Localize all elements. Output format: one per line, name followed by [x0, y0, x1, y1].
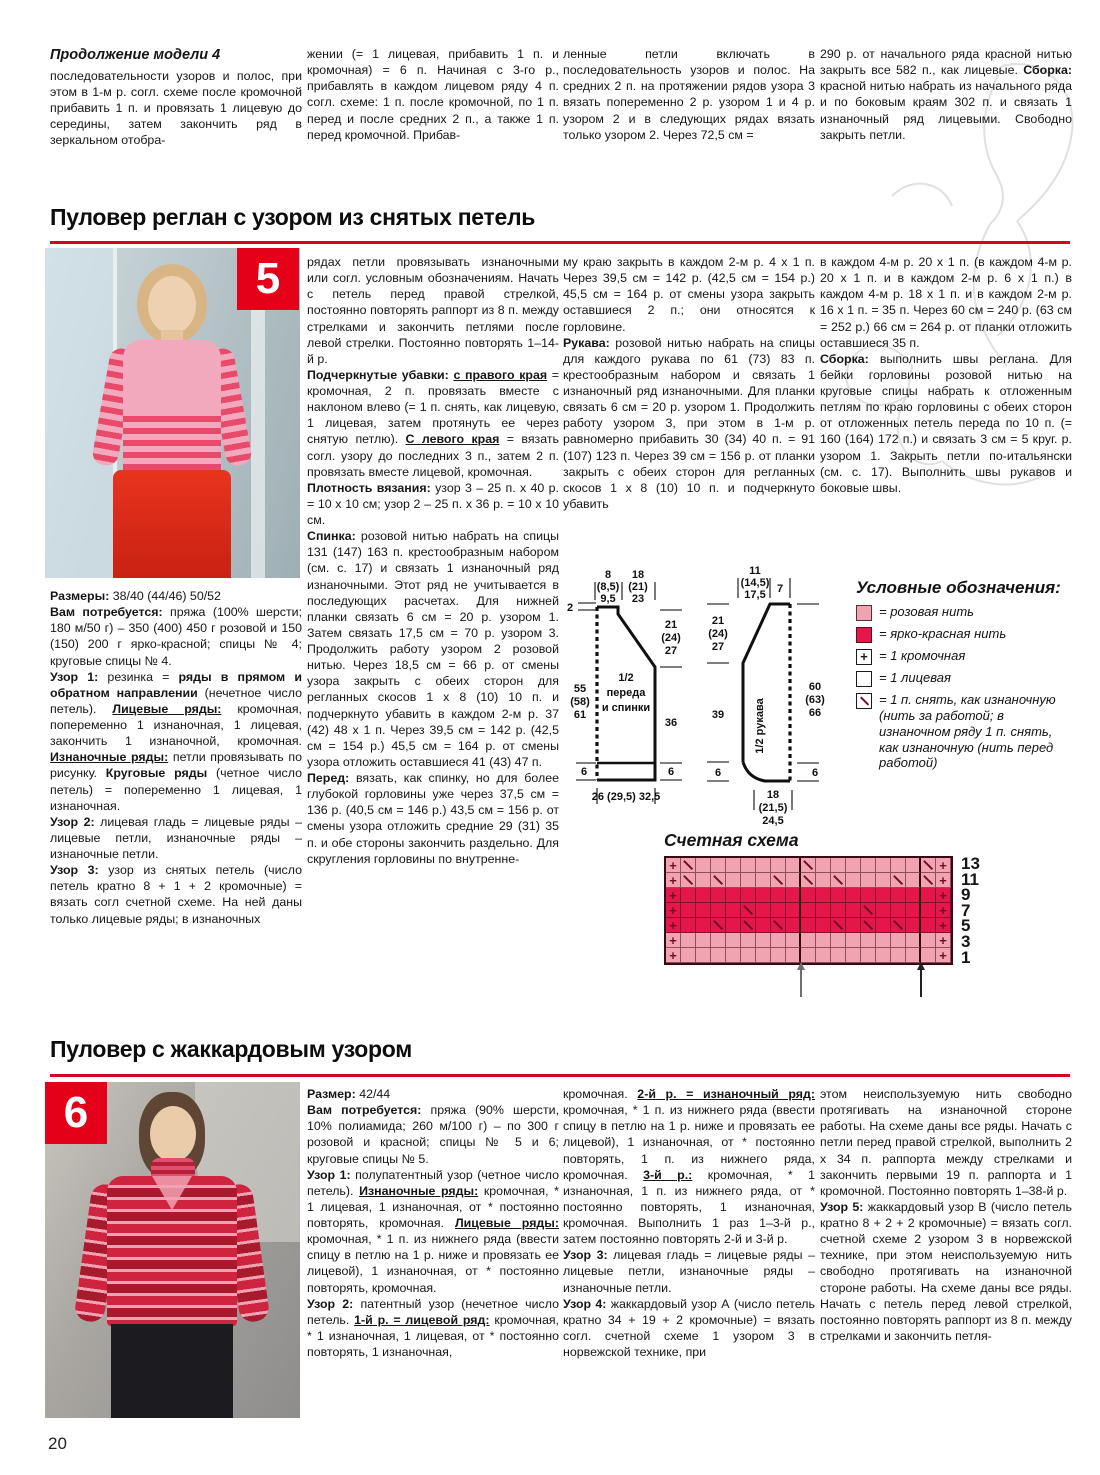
chart-cell	[846, 903, 861, 918]
rapport-arrow-icon	[920, 969, 922, 997]
chart-cell	[696, 948, 711, 963]
chart-cell: +	[666, 888, 681, 903]
top-column-4	[820, 46, 1072, 143]
chart-cell	[771, 903, 786, 918]
svg-text:24,5: 24,5	[762, 815, 784, 827]
paragraph: Плотность вязания: узор 3 – 25 п. х 40 р. = 10 х 10 см; узор 2 – 25 п. х 36 р. = 10 х 10 см.	[307, 480, 559, 527]
top-column-2	[307, 46, 559, 143]
chart-cell	[741, 903, 756, 918]
chart-cell	[726, 888, 741, 903]
legend-item	[856, 604, 1074, 621]
chart-cell	[876, 918, 891, 933]
rapport-arrow-icon	[800, 969, 802, 997]
section5-column-3	[563, 254, 815, 512]
chart-cell	[696, 918, 711, 933]
model5-badge: 5	[237, 248, 299, 310]
section6-column-1	[307, 1086, 559, 1360]
chart-cell	[816, 933, 831, 948]
paragraph: рядах петли провязывать изнаночными или согл. условным обозначениям. Начать с петель перед правой стрелкой, постоянно повторять раппорт из 8 п. между стрелками и закончить петлями после левой стрелки. Постоянно повторять 1–14-й р.	[307, 255, 559, 366]
chart-cell	[861, 873, 876, 888]
section5-column-4	[820, 254, 1072, 496]
svg-text:61: 61	[573, 709, 587, 721]
chart-cell	[861, 903, 876, 918]
chart-cell	[726, 948, 741, 963]
chart-cell	[816, 873, 831, 888]
svg-text:8: 8	[604, 569, 612, 581]
svg-text:17,5: 17,5	[744, 589, 766, 601]
legend-item-label: = 1 лицевая	[879, 670, 951, 685]
chart-cell	[846, 858, 861, 873]
paragraph: Сборка: выполнить швы реглана. Для бейки горловины розовой нитью на круговые спицы набрать к отложенным петлям по краю горловины с обеих сторон от отложенных петель переда по 10 п. (= 160 (164) 172 п.) и связать 3 см = 5 круг. р. узором 1. Закрыть петли по-итальянски (см. с. 17). Выполнить швы рукавов и боковые швы.	[820, 351, 1072, 495]
chart-cell	[891, 948, 906, 963]
chart-cell	[831, 858, 846, 873]
chart-cell: +	[666, 858, 681, 873]
chart-cell	[696, 903, 711, 918]
legend-item-label: = розовая нить	[879, 604, 974, 619]
chart-cell: +	[936, 933, 951, 948]
chart-cell	[921, 903, 936, 918]
chart-cell	[906, 888, 921, 903]
model6-badge: 6	[45, 1082, 107, 1144]
chart-cell	[726, 918, 741, 933]
legend-item	[856, 670, 1074, 687]
svg-text:(63): (63)	[805, 694, 825, 706]
chart-cell	[831, 948, 846, 963]
chart-cell	[831, 873, 846, 888]
svg-text:(14,5): (14,5)	[740, 577, 770, 589]
paragraph: кромочная. 2-й р. = изнаночный ряд: кромочная, * 1 п. из нижнего ряда (ввести спицу в петлю на 1 р. ниже и провязать ее лицевой), 1 изнаночная, от * постоянно повторять, 1 п. из нижнего ряда, кромочная. 3-й р.: кромочная, * 1 изнаночная, 1 п. из нижнего ряда, от * постоянно повторять, 1 изнаночная, кромочная. Выполнить 1 раз 1–3-й р., затем постоянно повторять 2-й и 3-й р.	[563, 1087, 815, 1247]
chart-cell	[861, 918, 876, 933]
chart-cell	[726, 933, 741, 948]
chart-cell	[846, 948, 861, 963]
svg-text:6: 6	[580, 766, 588, 778]
svg-text:18: 18	[631, 569, 645, 581]
photo5-face	[148, 276, 196, 334]
plus-stitch-icon: +	[856, 649, 872, 665]
chart-cell	[846, 888, 861, 903]
svg-text:(24): (24)	[708, 628, 728, 640]
chart-cell	[861, 858, 876, 873]
chart-cell	[741, 873, 756, 888]
chart-cell	[801, 948, 816, 963]
svg-text:6: 6	[714, 767, 722, 779]
section5-column-1	[50, 588, 302, 927]
section6-column-2	[563, 1086, 815, 1360]
svg-text:9,5: 9,5	[600, 593, 616, 605]
svg-text:26 (29,5) 32,5: 26 (29,5) 32,5	[591, 791, 661, 803]
chart-cell	[786, 858, 801, 873]
chart-cell	[771, 858, 786, 873]
chart-cell: +	[666, 903, 681, 918]
chart-cell: +	[666, 918, 681, 933]
symbol-legend	[856, 578, 1074, 776]
svg-text:21: 21	[664, 619, 678, 631]
chart-cell	[771, 918, 786, 933]
legend-item	[856, 626, 1074, 643]
chart-cell	[906, 948, 921, 963]
section5-column-2	[307, 254, 559, 867]
svg-text:и спинки: и спинки	[601, 702, 651, 714]
svg-text:21: 21	[711, 615, 725, 627]
chart-cell	[891, 858, 906, 873]
chart-cell	[831, 888, 846, 903]
chart-cell	[756, 903, 771, 918]
svg-text:66: 66	[808, 707, 822, 719]
chart-cell	[861, 888, 876, 903]
svg-text:60: 60	[808, 681, 822, 693]
chart-cell	[756, 933, 771, 948]
legend-item-label: = 1 кромочная	[879, 648, 966, 663]
chart-cell	[741, 933, 756, 948]
svg-text:(21,5): (21,5)	[758, 802, 788, 814]
counting-chart	[664, 854, 980, 967]
paragraph: этом неиспользуемую нить свободно протягивать на изнаночной стороне работы. На схеме даны все ряды. Начать с петли перед правой стрелкой, выполнить 2 х 34 п. раппорта между стрелками и закончить первыми 19 п. раппорта и 1 кромочной. Постоянно повторять 1–38-й р.	[820, 1087, 1072, 1198]
svg-text:(24): (24)	[661, 632, 681, 644]
chart-cell	[741, 858, 756, 873]
photo5-skirt	[113, 470, 231, 578]
chart-row-labels	[961, 856, 980, 965]
chart-cell	[741, 918, 756, 933]
chart-cell	[906, 903, 921, 918]
paragraph: Перед: вязать, как спинку, но для более глубокой горловины уже через 37,5 см = 136 р. (40,5 см = 146 р.) 43,5 см = 156 р. от смены узора отложить средние 29 (31) 35 п. и обе стороны закончить раздельно. Для скругления горловины по внутренне-	[307, 771, 559, 866]
chart-row-label: 1	[961, 947, 971, 967]
paragraph: Размеры: 38/40 (44/46) 50/52	[50, 589, 221, 603]
svg-text:(58): (58)	[570, 696, 590, 708]
svg-text:27: 27	[711, 641, 725, 653]
chart-row-label: 9	[961, 885, 971, 905]
chart-cell	[711, 888, 726, 903]
chart-cell	[876, 888, 891, 903]
paragraph: Узор 1: полупатентный узор (четное число петель). Изнаночные ряды: кромочная, * 1 лицевая, 1 изнаночная, от * постоянно повторять, кромочная. Лицевые ряды: кромочная, * 1 п. из нижнего ряда (ввести спицу в петлю на 1 р. ниже и провязать ее лицевой), 1 изнаночная, от * постоянно повторять, кромочная.	[307, 1167, 559, 1295]
svg-text:18: 18	[766, 789, 780, 801]
paragraph: Вам потребуется: пряжа (90% шерсти, 10% полиамида; 260 м/100 г) – по 300 г розовой и красной; спицы № 5 и 6; круговые спицы № 5.	[307, 1103, 560, 1166]
paragraph: последовательности узоров и полос, при этом в 1-м р. согл. схеме после кромочной прибавить 1 п. и провязать 1 лицевую до середины, затем закончить ряд в зеркальном отобра-	[50, 68, 302, 148]
svg-text:2: 2	[566, 602, 574, 614]
legend-item-label: = 1 п. снять, как изнаночную (нить за работой; в изнаночном ряду 1 п. снять, как изнаночную (нить перед работой)	[879, 692, 1056, 771]
chart-cell	[711, 873, 726, 888]
slip-stitch-icon	[856, 693, 872, 709]
chart-cell	[711, 918, 726, 933]
legend-item-label: = ярко-красная нить	[879, 626, 1007, 641]
chart-cell	[786, 873, 801, 888]
chart-cell	[801, 873, 816, 888]
photo6-skirt	[111, 1324, 233, 1418]
chart-cell	[771, 933, 786, 948]
chart-cell	[801, 888, 816, 903]
chart-cell	[726, 873, 741, 888]
chart-cell	[696, 888, 711, 903]
section6-header: Пуловер с жаккардовым узором	[50, 1036, 412, 1062]
chart-cell	[681, 858, 696, 873]
paragraph: Узор 1: резинка = ряды в прямом и обратном направлении (нечетное число петель). Лицевые ряды: кромочная, попеременно 1 изнаночная, 1 лицевая, закончить 1 изнаночной, кромочная. Изнаночные ряды: петли провязывать по рисунку. Круговые ряды (четное число петель) = попеременно 1 лицевая, 1 изнаночная.	[50, 669, 302, 813]
chart-grid	[664, 856, 953, 965]
chart-cell	[726, 858, 741, 873]
pattern-schematic	[552, 566, 862, 836]
red-divider-2	[50, 1074, 1070, 1077]
chart-cell	[876, 858, 891, 873]
paragraph: Узор 4: жаккардовый узор А (число петель кратно 34 + 19 + 2 кромочные) = вязать согл. счетной схеме 1 узором 3 в норвежской технике, при	[563, 1296, 815, 1359]
chart-cell	[891, 933, 906, 948]
chart-cell	[876, 933, 891, 948]
chart-cell	[876, 948, 891, 963]
svg-text:6: 6	[667, 766, 675, 778]
chart-cell	[876, 903, 891, 918]
chart-cell	[921, 933, 936, 948]
chart-cell	[921, 918, 936, 933]
chart-cell	[801, 918, 816, 933]
continuation-title: Продолжение модели 4	[50, 47, 221, 63]
section6-column-3	[820, 1086, 1072, 1344]
paragraph: ленные петли включать в последовательность узоров и полос. На средних 2 п. на протяжении рядов узора 3 вязать попеременно 2 р. узором 1 и 4 р. узором 2 и в следующих рядах вязать только узором 2. Через 72,5 см =	[563, 47, 815, 142]
paragraph: му краю закрыть в каждом 2-м р. 4 х 1 п. Через 39,5 см = 142 р. (42,5 см = 154 р.) 45,5 см = 164 р. от смены узора закрыть оставшиеся 2 п.; они относятся к горловине.	[563, 255, 815, 334]
chart-cell	[801, 858, 816, 873]
svg-text:39: 39	[711, 709, 725, 721]
chart-cell	[786, 948, 801, 963]
chart-cell: +	[666, 873, 681, 888]
chart-cell: +	[936, 888, 951, 903]
chart-cell	[756, 888, 771, 903]
chart-cell: +	[936, 948, 951, 963]
chart-cell: +	[936, 903, 951, 918]
chart-cell	[696, 873, 711, 888]
paragraph: Вам потребуется: пряжа (100% шерсти; 180 м/50 г) – 350 (400) 450 г розовой и 150 (150) 200 г ярко-красной; спицы № 4; круговые спицы № 4.	[50, 605, 303, 668]
chart-cell	[741, 888, 756, 903]
chart-title: Счетная схема	[664, 830, 799, 850]
paragraph: Узор 2: патентный узор (нечетное число петель. 1-й р. = лицевой ряд: кромочная, * 1 изнаночная, 1 лицевая, от * постоянно повторять, 1 изнаночная,	[307, 1296, 560, 1359]
chart-cell	[861, 948, 876, 963]
chart-row-label: 7	[961, 900, 971, 920]
svg-text:23: 23	[631, 593, 645, 605]
chart-cell	[711, 858, 726, 873]
pink-yarn-swatch	[856, 605, 872, 621]
chart-cell	[876, 873, 891, 888]
legend-item	[856, 692, 1074, 771]
chart-cell	[906, 858, 921, 873]
paragraph: Рукава: розовой нитью набрать на спицы для каждого рукава по 61 (73) 83 п. крестообразным набором и связать 1 изнаночный ряд изнаночными. Для планки связать 6 см = 20 р. узором 1. Продолжить работу узором 3, при этом в 1-м р. равномерно прибавить 30 (34) 40 п. = 91 (107) 123 п. Через 39 см = 156 р. от планки закрыть с обеих сторон для регланных скосов 1 х 8 (10) 10 п. и подчеркнуто убавить	[563, 335, 815, 511]
chart-cell	[771, 948, 786, 963]
chart-cell	[816, 903, 831, 918]
paragraph: Узор 3: лицевая гладь = лицевые ряды – лицевые петли, изнаночные ряды – изнаночные петли.	[563, 1248, 815, 1295]
chart-cell	[786, 933, 801, 948]
chart-cell	[771, 873, 786, 888]
chart-cell	[921, 948, 936, 963]
chart-cell	[681, 918, 696, 933]
chart-cell	[891, 873, 906, 888]
page-number: 20	[48, 1434, 67, 1453]
top-column-3	[563, 46, 815, 143]
paragraph: Подчеркнутые убавки: с правого края = кромочная, 2 п. провязать вместе с наклоном влево (= 1 п. снять, как лицевую, 1 лицевая, затем протянуть ее через снятую петлю). С левого края = вязать согл. узору до последних 3 п., затем 2 п. провязать вместе лицевой, кромочная.	[307, 367, 559, 479]
svg-text:1/2 рукава: 1/2 рукава	[754, 698, 766, 754]
svg-text:11: 11	[749, 566, 761, 577]
chart-cell	[831, 903, 846, 918]
knit-stitch-icon	[856, 671, 872, 687]
chart-cell	[891, 888, 906, 903]
paragraph: Узор 5: жаккардовый узор В (число петель кратно 8 + 2 + 2 кромочные) = вязать согл. счетной схеме 2 узором 3 в норвежской технике, при этом неиспользуемую нить свободно протягивать на изнаночной стороне работы. На схеме даны все ряды. Начать с петель перед левой стрелкой, постоянно повторять раппорт из 8 п. между стрелками и закончить петля-	[820, 1199, 1072, 1343]
chart-cell	[756, 873, 771, 888]
chart-cell	[846, 933, 861, 948]
svg-text:(8,5): (8,5)	[596, 581, 620, 593]
chart-cell	[921, 873, 936, 888]
chart-cell	[831, 933, 846, 948]
chart-cell	[756, 858, 771, 873]
chart-cell	[756, 918, 771, 933]
chart-row-label: 5	[961, 916, 971, 936]
chart-row-label: 11	[961, 869, 979, 889]
chart-cell	[741, 948, 756, 963]
svg-text:(21): (21)	[628, 581, 648, 593]
chart-cell	[681, 888, 696, 903]
chart-cell	[726, 903, 741, 918]
chart-cell	[756, 948, 771, 963]
chart-cell: +	[936, 858, 951, 873]
chart-cell	[816, 918, 831, 933]
chart-cell	[786, 918, 801, 933]
chart-cell	[891, 903, 906, 918]
chart-cell: +	[666, 933, 681, 948]
chart-cell	[861, 933, 876, 948]
red-yarn-swatch	[856, 627, 872, 643]
chart-cell	[906, 873, 921, 888]
chart-cell: +	[936, 873, 951, 888]
chart-cell	[801, 933, 816, 948]
svg-text:1/2: 1/2	[618, 672, 634, 684]
chart-cell	[681, 933, 696, 948]
chart-cell	[816, 888, 831, 903]
photo6-v-yoke	[152, 1176, 192, 1210]
svg-text:6: 6	[811, 767, 819, 779]
legend-item	[856, 648, 1074, 665]
chart-cell	[906, 933, 921, 948]
legend-title: Условные обозначения:	[856, 578, 1061, 597]
chart-cell	[711, 948, 726, 963]
chart-cell: +	[936, 918, 951, 933]
chart-cell	[696, 858, 711, 873]
chart-cell	[846, 918, 861, 933]
chart-cell	[921, 888, 936, 903]
chart-row-label: 13	[961, 854, 980, 873]
chart-cell	[711, 903, 726, 918]
photo5-sweater-stripes	[123, 416, 221, 472]
paragraph: Узор 2: лицевая гладь = лицевые ряды – лицевые петли, изнаночные ряды – изнаночные петли.	[50, 814, 302, 861]
svg-text:переда: переда	[606, 687, 646, 699]
chart-cell	[816, 858, 831, 873]
chart-cell: +	[666, 948, 681, 963]
chart-cell	[711, 933, 726, 948]
chart-cell	[846, 873, 861, 888]
chart-cell	[786, 888, 801, 903]
paragraph: в каждом 4-м р. 20 х 1 п. (в каждом 4-м р. 20 х 1 п. и в каждом 2-м р. 6 х 1 п.) в каждом 4-м р. 18 х 1 п. и в каждом 2-м р. 16 х 1 п. = 35 п. Через 60 см = 240 р. (63 см = 252 р.) 66 см = 264 р. от планки отложить оставшиеся 35 п.	[820, 255, 1072, 350]
chart-cell	[696, 933, 711, 948]
photo6-face	[150, 1106, 196, 1162]
chart-cell	[786, 903, 801, 918]
svg-text:7: 7	[776, 583, 784, 595]
paragraph: Спинка: розовой нитью набрать на спицы 131 (147) 163 п. крестообразным набором (см. с. 17) и связать 1 изнаночный ряд изнаночными. Этот ряд не учитывается в последующих расчетах. Для нижней планки связать 6 см = 20 р. узором 1. Затем связать 17,5 см = 70 р. узором 3. Продолжить работу узором 2 розовой нитью. Через 18,5 см = 66 р. от смены узора закрыть с обеих сторон для регланных скосов 1 х 8 (10) 10 п. и подчеркнуто убавить в каждом 2-м р. 37 (42) 48 х 1 п. Через 39,5 см = 142 р. (42,5 см = 154 р.) 45,5 см = 164 р. от смены узора отложить оставшиеся 41 (43) 47 п.	[307, 529, 559, 769]
section5-header: Пуловер реглан с узором из снятых петель	[50, 204, 536, 230]
top-column-1	[50, 46, 302, 148]
chart-cell	[681, 948, 696, 963]
paragraph: Размер: 42/44	[307, 1087, 391, 1101]
chart-cell	[891, 918, 906, 933]
chart-cell	[921, 858, 936, 873]
paragraph: Узор 3: узор из снятых петель (число петель кратно 8 + 1 + 2 кромочные) = вязать согл счетной схеме. На ней даны только лицевые ряды; в изнаночных	[50, 863, 302, 926]
chart-cell	[906, 918, 921, 933]
svg-text:36: 36	[664, 717, 678, 729]
chart-cell	[681, 903, 696, 918]
chart-cell	[831, 918, 846, 933]
svg-text:27: 27	[664, 645, 678, 657]
paragraph: 290 р. от начального ряда красной нитью закрыть все 582 п., как лицевые. Сборка: красной нитью набрать из начального ряда и по боковым краям 302 п. и связать 1 изнаночный ряд лицевыми. Свободно закрыть петли.	[820, 47, 1072, 142]
chart-row-label: 3	[961, 931, 971, 951]
chart-cell	[771, 888, 786, 903]
red-divider-1	[50, 241, 1070, 244]
paragraph: жении (= 1 лицевая, прибавить 1 п. и кромочная) = 6 п. Начиная с 3-го р., прибавлять в каждом лицевом ряду 4 п. согл. схеме: 1 п. после кромочной, по 1 п. перед и после средних 2 п., а также 1 п. перед кромочной. Прибав-	[307, 47, 559, 142]
svg-text:55: 55	[573, 683, 587, 695]
chart-cell	[801, 903, 816, 918]
chart-cell	[681, 873, 696, 888]
chart-cell	[816, 948, 831, 963]
